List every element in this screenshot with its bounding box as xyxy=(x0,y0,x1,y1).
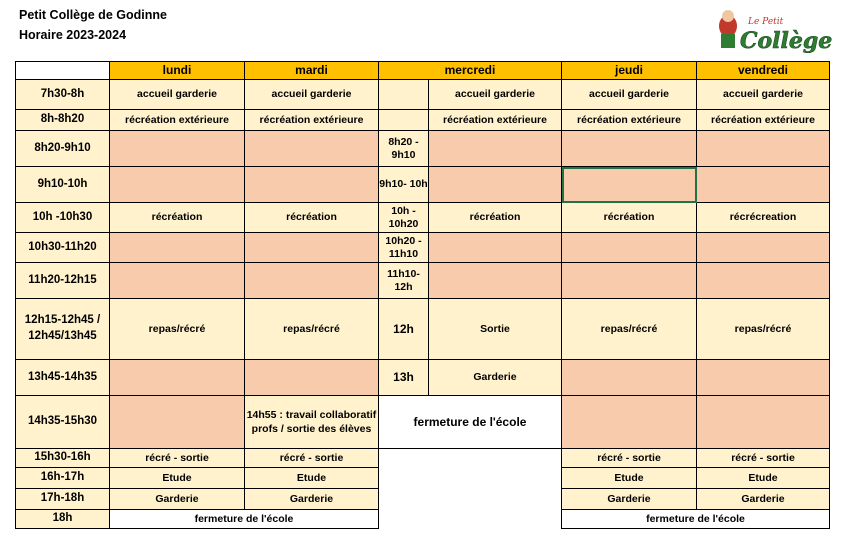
schedule-cell[interactable]: accueil garderie xyxy=(110,80,245,110)
schedule-cell[interactable]: récrécreation xyxy=(697,203,830,233)
corner-cell xyxy=(16,62,110,80)
time-cell[interactable]: 7h30-8h xyxy=(16,80,110,110)
schedule-cell[interactable]: récré - sortie xyxy=(245,449,379,468)
day-header-jeudi[interactable]: jeudi xyxy=(562,62,697,80)
schedule-cell[interactable] xyxy=(110,131,245,167)
time-cell[interactable]: 14h35-15h30 xyxy=(16,396,110,449)
schedule-cell[interactable] xyxy=(379,80,429,110)
schedule-cell[interactable]: récréation extérieure xyxy=(110,110,245,131)
schedule-cell[interactable] xyxy=(110,233,245,263)
schedule-cell[interactable]: récré - sortie xyxy=(697,449,830,468)
schedule-cell[interactable]: Garderie xyxy=(245,489,379,510)
logo-small-text: Le Petit xyxy=(748,17,784,27)
schedule-cell[interactable] xyxy=(697,360,830,396)
closing-cell[interactable]: fermeture de l'école xyxy=(562,510,830,529)
schedule-cell[interactable]: Garderie xyxy=(562,489,697,510)
day-header-mardi[interactable]: mardi xyxy=(245,62,379,80)
schedule-cell[interactable] xyxy=(110,263,245,299)
day-header-vendredi[interactable]: vendredi xyxy=(697,62,830,80)
time-cell[interactable]: 10h30-11h20 xyxy=(16,233,110,263)
schedule-cell[interactable]: accueil garderie xyxy=(429,80,562,110)
time-cell[interactable]: 10h -10h30 xyxy=(16,203,110,233)
time-cell[interactable]: 17h-18h xyxy=(16,489,110,510)
schedule-cell[interactable]: Etude xyxy=(245,468,379,489)
schedule-cell[interactable]: Etude xyxy=(697,468,830,489)
schedule-cell[interactable] xyxy=(429,131,562,167)
schedule-cell[interactable] xyxy=(110,396,245,449)
schedule-cell[interactable] xyxy=(110,167,245,203)
schedule-cell[interactable] xyxy=(562,360,697,396)
mercredi-time-cell[interactable]: 12h xyxy=(379,299,429,360)
schedule-cell[interactable]: récréation extérieure xyxy=(429,110,562,131)
schedule-cell[interactable] xyxy=(245,131,379,167)
schedule-cell[interactable] xyxy=(429,263,562,299)
schedule-cell[interactable]: accueil garderie xyxy=(562,80,697,110)
schedule-cell[interactable] xyxy=(245,263,379,299)
time-cell[interactable]: 15h30-16h xyxy=(16,449,110,468)
mercredi-time-cell[interactable]: 8h20 - 9h10 xyxy=(379,131,429,167)
schedule-cell[interactable]: récréation extérieure xyxy=(562,110,697,131)
schedule-cell[interactable]: récréation xyxy=(429,203,562,233)
mercredi-time-cell[interactable]: 13h xyxy=(379,360,429,396)
schedule-cell[interactable]: Garderie xyxy=(697,489,830,510)
schedule-cell[interactable]: récréation xyxy=(562,203,697,233)
schedule-cell[interactable] xyxy=(562,233,697,263)
schedule-cell[interactable]: repas/récré xyxy=(697,299,830,360)
schedule-cell[interactable]: accueil garderie xyxy=(245,80,379,110)
schedule-cell[interactable]: récréation xyxy=(245,203,379,233)
time-cell[interactable]: 18h xyxy=(16,510,110,529)
schedule-cell[interactable]: 14h55 : travail collaboratif profs / sortie des élèves xyxy=(245,396,379,449)
schedule-cell[interactable]: repas/récré xyxy=(562,299,697,360)
time-cell[interactable]: 12h15-12h45 / 12h45/13h45 xyxy=(16,299,110,360)
schedule-cell[interactable] xyxy=(245,360,379,396)
time-cell[interactable]: 8h20-9h10 xyxy=(16,131,110,167)
schedule-cell[interactable]: Etude xyxy=(562,468,697,489)
schedule-cell[interactable]: Garderie xyxy=(429,360,562,396)
time-cell[interactable]: 16h-17h xyxy=(16,468,110,489)
mercredi-closing-cell[interactable]: fermeture de l'école xyxy=(379,396,562,449)
schedule-table xyxy=(15,61,830,529)
time-cell[interactable]: 13h45-14h35 xyxy=(16,360,110,396)
schedule-cell[interactable]: Sortie xyxy=(429,299,562,360)
time-cell[interactable]: 9h10-10h xyxy=(16,167,110,203)
mercredi-time-cell[interactable]: 10h - 10h20 xyxy=(379,203,429,233)
school-title: Petit Collège de Godinne xyxy=(19,8,167,22)
day-header-lundi[interactable]: lundi xyxy=(110,62,245,80)
closing-cell[interactable]: fermeture de l'école xyxy=(110,510,379,529)
schedule-cell[interactable] xyxy=(697,131,830,167)
schedule-cell[interactable] xyxy=(697,396,830,449)
schedule-cell[interactable] xyxy=(429,167,562,203)
schedule-cell[interactable]: récré - sortie xyxy=(562,449,697,468)
schedule-cell[interactable] xyxy=(110,360,245,396)
mercredi-time-cell[interactable]: 9h10- 10h xyxy=(379,167,429,203)
schedule-cell[interactable] xyxy=(429,233,562,263)
schedule-cell[interactable]: Etude xyxy=(110,468,245,489)
schedule-cell[interactable]: récréation xyxy=(110,203,245,233)
schedule-cell[interactable] xyxy=(379,110,429,131)
schedule-cell[interactable]: repas/récré xyxy=(110,299,245,360)
schedule-cell[interactable] xyxy=(697,233,830,263)
empty-area xyxy=(379,449,562,529)
schedule-cell[interactable] xyxy=(245,167,379,203)
school-logo xyxy=(712,6,833,54)
schedule-cell[interactable]: récré - sortie xyxy=(110,449,245,468)
schedule-cell[interactable] xyxy=(245,233,379,263)
schedule-cell[interactable]: récréation extérieure xyxy=(697,110,830,131)
schedule-cell[interactable] xyxy=(697,167,830,203)
schedule-cell[interactable]: accueil garderie xyxy=(697,80,830,110)
schedule-cell[interactable] xyxy=(697,263,830,299)
schedule-cell[interactable] xyxy=(562,263,697,299)
time-cell[interactable]: 8h-8h20 xyxy=(16,110,110,131)
selected-cell[interactable] xyxy=(562,167,697,203)
logo-big-text: Collège xyxy=(740,28,833,54)
schedule-cell[interactable] xyxy=(562,396,697,449)
time-cell[interactable]: 11h20-12h15 xyxy=(16,263,110,299)
day-header-mercredi[interactable]: mercredi xyxy=(379,62,562,80)
mercredi-time-cell[interactable]: 10h20 - 11h10 xyxy=(379,233,429,263)
schedule-cell[interactable]: repas/récré xyxy=(245,299,379,360)
mercredi-time-cell[interactable]: 11h10- 12h xyxy=(379,263,429,299)
schedule-cell[interactable]: Garderie xyxy=(110,489,245,510)
schedule-cell[interactable]: récréation extérieure xyxy=(245,110,379,131)
schedule-cell[interactable] xyxy=(562,131,697,167)
schedule-year: Horaire 2023-2024 xyxy=(19,28,127,42)
